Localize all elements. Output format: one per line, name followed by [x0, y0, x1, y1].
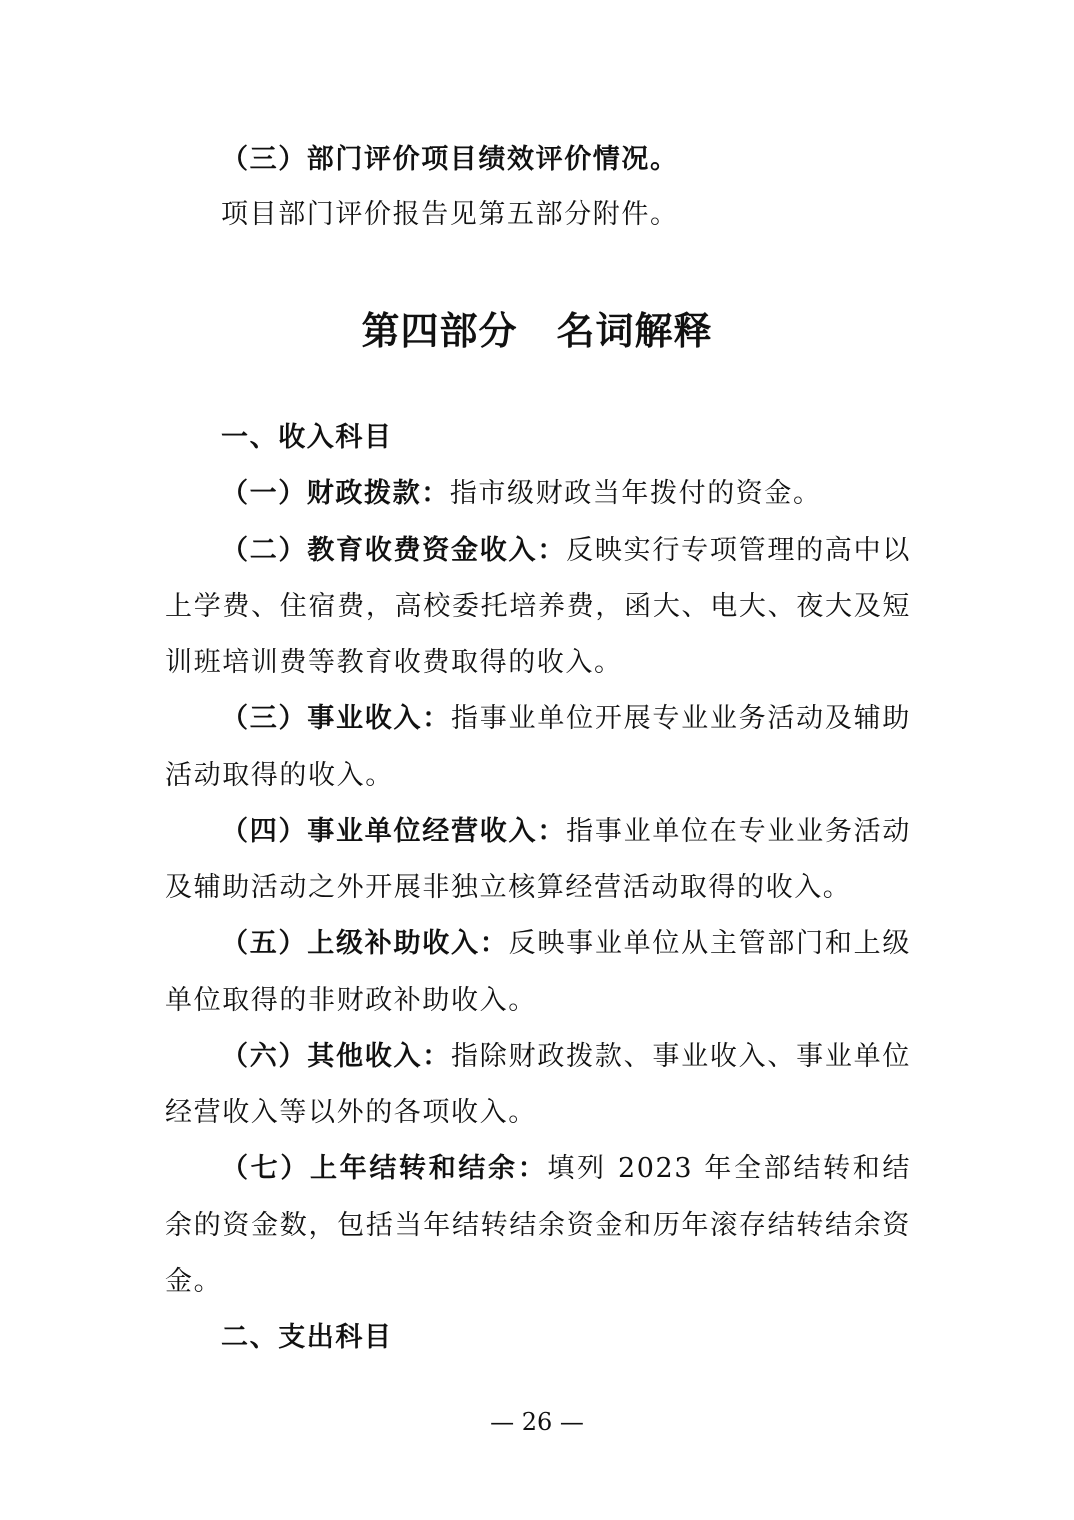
income-item	[165, 916, 911, 1029]
income-item-text: 反映事业单位从主管部门和上级单位取得的非财政补助收入。	[165, 928, 911, 1016]
income-heading: 一、收入科目	[221, 422, 393, 453]
income-item-label: （五）上级补助收入：	[221, 928, 509, 960]
section-three-block	[165, 132, 911, 188]
income-item	[165, 523, 911, 692]
income-item-label: （二）教育收费资金收入：	[221, 534, 567, 566]
income-item	[165, 1029, 911, 1142]
section-three-text: 项目部门评价报告见第五部分附件。	[221, 199, 679, 230]
page-number: — 26 —	[490, 1408, 584, 1436]
income-item-text: 反映实行专项管理的高中以上学费、住宿费，高校委托培养费，函大、电大、夜大及短训班培训费等教育收费取得的收入。	[165, 534, 911, 678]
income-item-text: 指除财政拨款、事业收入、事业单位经营收入等以外的各项收入。	[165, 1040, 911, 1128]
glossary-body	[165, 410, 911, 1366]
part-title: 第四部分 名词解释	[361, 308, 713, 353]
section-three-heading: （三）部门评价项目绩效评价情况。	[221, 144, 679, 175]
income-item-text: 指事业单位开展专业业务活动及辅助活动取得的收入。	[165, 703, 911, 791]
income-item-label: （三）事业收入：	[221, 703, 452, 735]
income-item-label: （六）其他收入：	[221, 1040, 452, 1072]
expense-heading: 二、支出科目	[221, 1322, 393, 1353]
section-three-text-block	[165, 187, 911, 243]
income-item-text: 指市级财政当年拨付的资金。	[449, 478, 822, 510]
income-item	[165, 804, 911, 917]
income-item-label: （四）事业单位经营收入：	[221, 815, 567, 847]
income-item-label: （一）财政拨款：	[221, 478, 450, 510]
income-item	[165, 691, 911, 804]
income-item-label: （七）上年结转和结余：	[221, 1153, 548, 1185]
income-item	[165, 466, 911, 522]
income-item-text: 指事业单位在专业业务活动及辅助活动之外开展非独立核算经营活动取得的收入。	[165, 815, 911, 903]
income-item	[165, 1141, 911, 1310]
income-item-text: 填列 2023 年全部结转和结余的资金数，包括当年结转结余资金和历年滚存结转结余资金。	[165, 1153, 911, 1297]
